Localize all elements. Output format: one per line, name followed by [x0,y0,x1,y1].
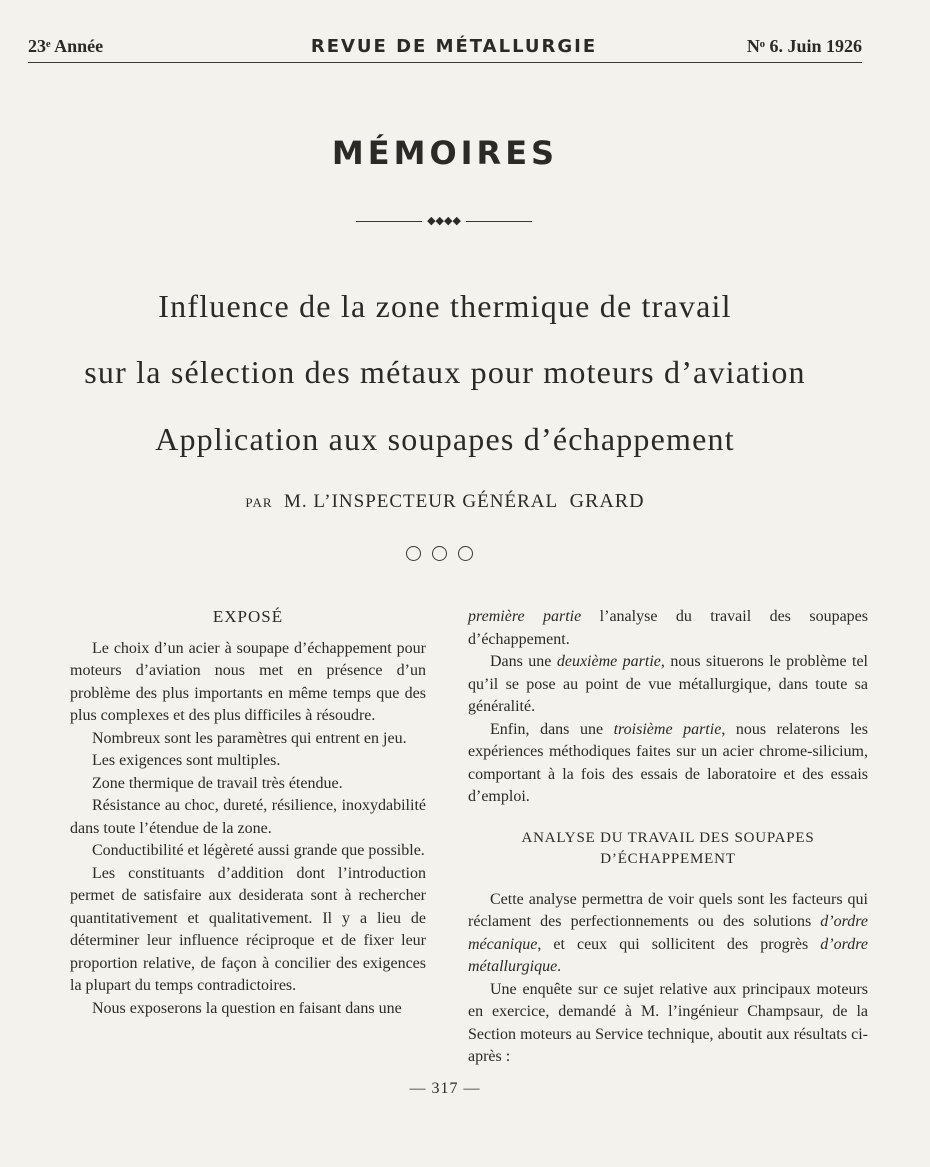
author-byline [0,490,890,513]
right-column [468,606,868,1069]
emphasis: première partie [468,608,582,625]
page-number: — 317 — [409,1080,481,1097]
text-run: , nous situerons le problème tel qu’il se pose au point de vue métallurgique, dans toute sa généralité. [468,653,869,715]
subheading-line-2: D’ÉCHAPPEMENT [600,850,736,867]
article-title-line-1: Influence de la zone thermique de travail [158,288,732,324]
paragraph [468,651,868,719]
paragraph: Nombreux sont les paramètres qui entrent en jeu. [92,729,407,747]
paragraph: Une enquête sur ce sujet relative aux principaux moteurs en exercice, demandé à M. l’ingénieur Champsaur, de la Section moteurs au Service technique, aboutit aux résultats ci-après : [468,980,868,1065]
section-heading-expose: EXPOSÉ [212,607,284,626]
issue-number-date: Nᵒ 6. Juin 1926 [746,36,862,56]
text-run: . [557,958,562,975]
text-run: Enfin, dans une [490,720,614,738]
section-title: MÉMOIRES [331,134,559,172]
paragraph: Les exigences sont multiples. [92,752,281,769]
article-title-line-2: sur la sélection des métaux pour moteurs d’aviation [84,354,806,390]
circle-ornament [404,545,484,563]
text-run: , nous relaterons les expériences méthodiques faites sur un acier chrome-silicium, comportant à la fois des essais de laboratoire et des essais d’emploi. [468,720,869,805]
emphasis: troisième partie [613,720,722,738]
ornament-rule-right [466,221,532,222]
byline-title: M. L’INSPECTEUR GÉNÉRAL [284,491,559,512]
author-name: GRARD [569,490,645,512]
ornament-divider [356,213,532,229]
paragraph: Conductibilité et légèreté aussi grande que possible. [92,842,425,859]
article-title-line-3: Application aux soupapes d’échappement [155,421,735,457]
ornament-rule-left [356,221,422,222]
subheading-line-1: ANALYSE DU TRAVAIL DES SOUPAPES [521,829,815,846]
paragraph: Les constituants d’addition dont l’introduction permet de satisfaire aux desiderata sont à rechercher quantitativement et qualitativement. Il y a lieu de déterminer leur influence réciproque et de fixer leur proportion relative, de façon à concilier des exigences la plupart du temps contradictoires. [70,864,426,994]
left-column [70,606,426,1020]
paragraph: Zone thermique de travail très étendue. [92,774,343,792]
journal-title: REVUE DE MÉTALLURGIE [310,36,598,57]
emphasis: d’ordre métallurgique [468,935,868,975]
emphasis: deuxième partie [556,653,661,670]
emphasis: d’ordre mécanique [468,913,868,953]
text-run: Cette analyse permettra de voir quels sont les facteurs qui réclament des perfectionnements ou des solutions [468,890,868,930]
ornament-diamonds: ◆◆◆◆ [427,215,461,227]
paragraph: Résistance au choc, dureté, résilience, inoxydabilité dans toute l’étendue de la zone. [70,797,426,837]
paragraph: Nous exposerons la question en faisant dans une [92,999,402,1017]
text-run: , et ceux qui sollicitent des progrès [537,935,821,953]
circle-icon [458,546,473,561]
circle-icon [406,546,421,561]
volume-year: 23ᵉ Année [28,36,104,56]
paragraph [468,719,868,809]
byline-par: PAR [245,495,273,510]
running-head [28,36,862,63]
paragraph [468,606,868,651]
subsection-heading [468,828,868,870]
paragraph [468,889,868,979]
text-run: l’analyse du travail des soupapes d’échappement. [468,608,868,648]
paragraph: Le choix d’un acier à soupape d’échappement pour moteurs d’aviation nous met en présence d’un problème des plus importants en même temps que des plus complexes et des plus difficiles à résoudre. [70,639,426,724]
text-run: Dans une [490,653,557,670]
circle-icon [432,546,447,561]
